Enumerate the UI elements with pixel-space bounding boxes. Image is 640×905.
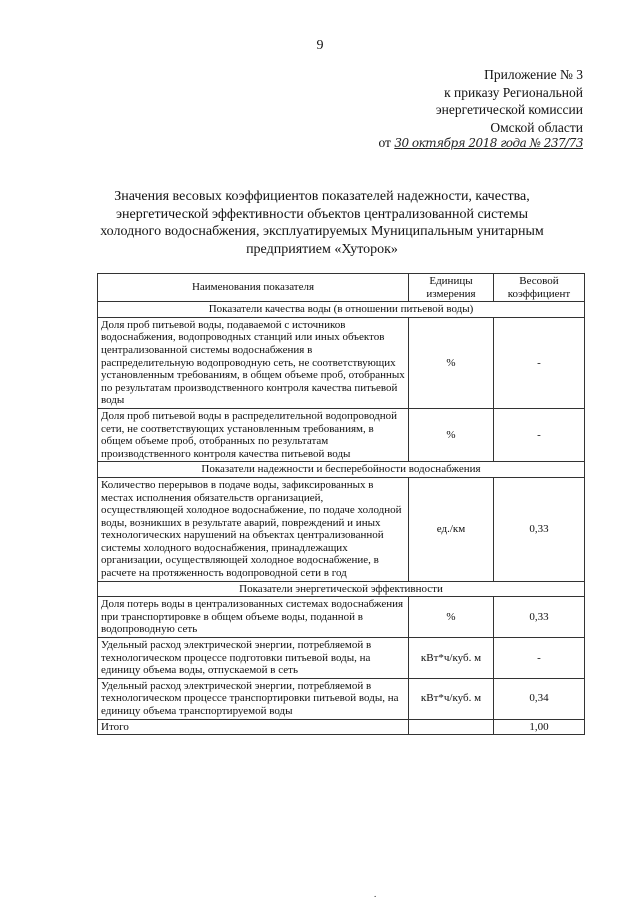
indicator-name: Удельный расход электрической энергии, потребляемой в технологическом процессе подготовки питьевой воды, на единицу объема воды, отпускаемой в сеть: [98, 638, 409, 679]
header-weight: Весовой коэффициент: [494, 274, 585, 302]
total-weight: 1,00: [494, 719, 585, 735]
indicator-weight: -: [494, 408, 585, 461]
total-row: [98, 719, 585, 735]
table-row: [98, 317, 585, 408]
indicator-name: Количество перерывов в подаче воды, зафиксированных в местах исполнения обязательств организацией, осуществляющей холодное водоснабжение, по подаче холодной воды, возникших в результате аварий, повреждений и иных технологических нарушений на объектах централизованной системы холодного водоснабжения, принадлежащих организации, осуществляющей холодное водоснабжение, в расчете на протяженность водопроводной сети в год: [98, 477, 409, 581]
section-row: [98, 581, 585, 597]
handwritten-order-date: 30 октября 2018 года № 237/73: [394, 136, 583, 150]
appendix-block: [436, 66, 583, 136]
page-number: 9: [316, 38, 324, 53]
coefficients-table: [97, 273, 585, 735]
table-row: [98, 638, 585, 679]
indicator-weight: -: [494, 317, 585, 408]
section-row: [98, 302, 585, 318]
indicator-unit: кВт*ч/куб. м: [409, 678, 494, 719]
appendix-title: Приложение № 3: [484, 67, 583, 82]
indicator-weight: 0,33: [494, 477, 585, 581]
indicator-weight: 0,33: [494, 597, 585, 638]
table-header-row: [98, 274, 585, 302]
header-unit: Единицы измерения: [409, 274, 494, 302]
header-name: Наименования показателя: [98, 274, 409, 302]
total-unit: [409, 719, 494, 735]
section-title-energy: Показатели энергетической эффективности: [98, 581, 585, 597]
table-row: [98, 408, 585, 461]
section-row: [98, 462, 585, 478]
indicator-unit: %: [409, 597, 494, 638]
section-title-reliability: Показатели надежности и бесперебойности водоснабжения: [98, 462, 585, 478]
indicator-unit: %: [409, 408, 494, 461]
order-prefix: от: [378, 135, 391, 150]
appendix-line: Омской области: [490, 119, 583, 135]
appendix-line: энергетической комиссии: [435, 102, 583, 117]
bottom-mark: .: [374, 889, 377, 899]
indicator-name: Доля проб питьевой воды, подаваемой с источников водоснабжения, водопроводных станций или иных объектов централизованной системы водоснабжения в распределительную водопроводную сеть, не соответствующих установленным требованиям, в общем объеме проб, отобранных по результатам производственного контроля качества питьевой воды: [98, 317, 409, 408]
table-row: [98, 597, 585, 638]
appendix-line: к приказу Региональной: [444, 84, 583, 100]
table-row: [98, 678, 585, 719]
indicator-unit: ед./км: [409, 477, 494, 581]
total-label: Итого: [98, 719, 409, 735]
indicator-unit: кВт*ч/куб. м: [409, 638, 494, 679]
order-line: [378, 135, 583, 151]
indicator-unit: %: [409, 317, 494, 408]
indicator-weight: 0,34: [494, 678, 585, 719]
indicator-name: Доля потерь воды в централизованных системах водоснабжения при транспортировке в общем объеме воды, поданной в водопроводную сеть: [98, 597, 409, 638]
indicator-name: Доля проб питьевой воды в распределительной водопроводной сети, не соответствующих установленным требованиям, в общем объеме проб, отобранных по результатам производственного контроля качества питьевой воды: [98, 408, 409, 461]
section-title-quality: Показатели качества воды (в отношении питьевой воды): [98, 302, 585, 318]
indicator-weight: -: [494, 638, 585, 679]
document-title: Значения весовых коэффициентов показателей надежности, качества, энергетической эффективности объектов централизованной системы холодного водоснабжения, эксплуатируемых Муниципальным унитарным предприятием «Хуторок»: [100, 189, 544, 257]
table-row: [98, 477, 585, 581]
indicator-name: Удельный расход электрической энергии, потребляемой в технологическом процессе транспортировки питьевой воды, на единицу объема транспортируемой воды: [98, 678, 409, 719]
